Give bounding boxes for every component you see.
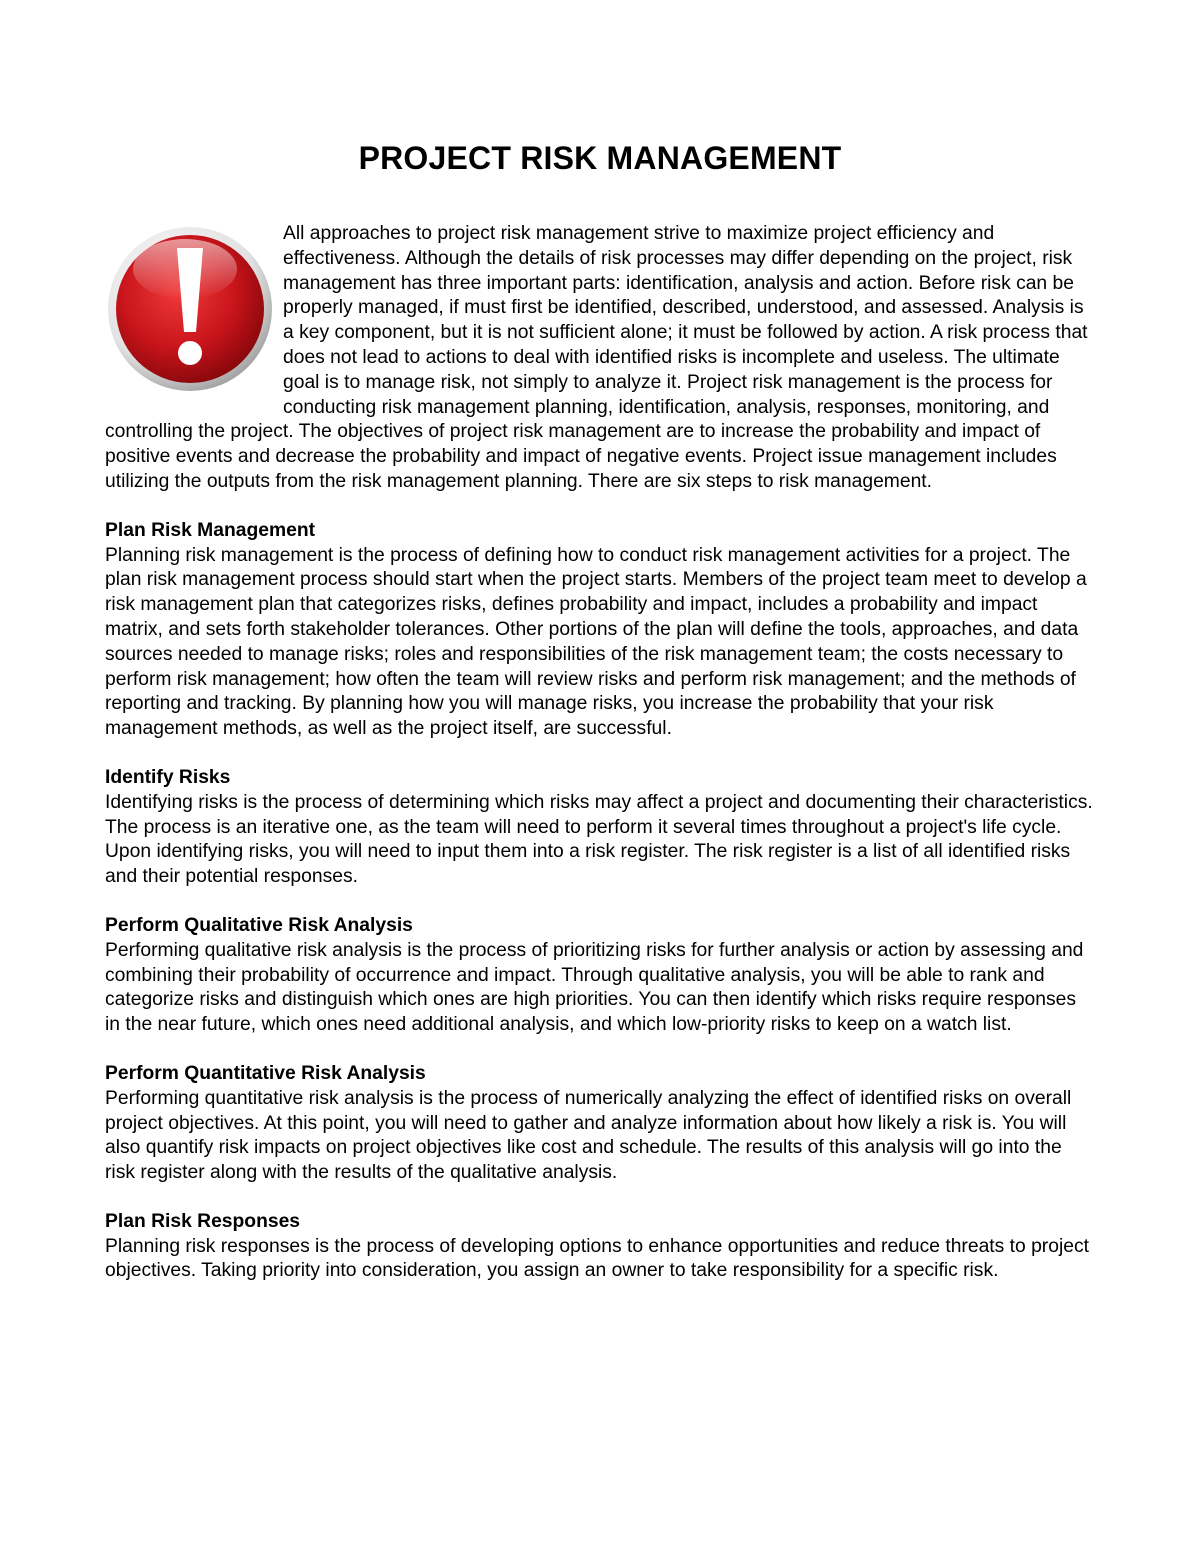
section-heading: Plan Risk Responses (105, 1210, 301, 1232)
section-heading: Plan Risk Management (105, 519, 316, 541)
section-quantitative-analysis (105, 1038, 1095, 1186)
section-plan-risk-management (105, 495, 1095, 742)
section-body: Identifying risks is the process of determining which risks may affect a project and documenting their characteristics. The process is an iterative one, as the team will need to perform it several times throughout a project's life cycle. Upon identifying risks, you will need to input them into a risk register. The risk register is a list of all identified risks and their potential responses. (105, 791, 1093, 888)
section-plan-risk-responses (105, 1186, 1095, 1284)
document-body (105, 222, 1095, 1284)
section-heading: Perform Quantitative Risk Analysis (105, 1062, 426, 1084)
page-title: PROJECT RISK MANAGEMENT (358, 140, 842, 176)
section-body: Performing quantitative risk analysis is the process of numerically analyzing the effect of identified risks on overall project objectives. At this point, you will need to gather and analyze information about how likely a risk is. You will also quantify risk impacts on project objectives like cost and schedule. The results of this analysis will go into the risk register along with the results of the qualitative analysis. (105, 1087, 1072, 1184)
section-body: Performing qualitative risk analysis is the process of prioritizing risks for further analysis or action by assessing and combining their probability of occurrence and impact. Through qualitative analysis, you will be able to rank and categorize risks and distinguish which ones are high priorities. You can then identify which risks require responses in the near future, which ones need additional analysis, and which low-priority risks to keep on a watch list. (105, 939, 1084, 1036)
section-identify-risks (105, 742, 1095, 890)
intro-paragraph: All approaches to project risk management strive to maximize project efficiency and effectiveness. Although the details of risk processes may differ depending on the project, risk management has three important parts: identification, analysis and action. Before risk can be properly managed, if must first be identified, described, understood, and assessed. Analysis is a key component, but it is not sufficient alone; it must be followed by action. A risk process that does not lead to actions to deal with identified risks is incomplete and useless. The ultimate goal is to manage risk, not simply to analyze it. Project risk management is the process for conducting risk management planning, identification, analysis, responses, monitoring, and controlling the project. The objectives of project risk management are to increase the probability and impact of positive events and decrease the probability and impact of negative events. Project issue management includes utilizing the outputs from the risk management planning. There are six steps to risk management. (105, 223, 1088, 492)
section-heading: Perform Qualitative Risk Analysis (105, 914, 413, 936)
exclamation-alert-icon (105, 224, 283, 396)
section-body: Planning risk management is the process of defining how to conduct risk management activities for a project. The plan risk management process should start when the project starts. Members of the project team meet to develop a risk management plan that categorizes risks, defines probability and impact, includes a probability and impact matrix, and sets forth stakeholder tolerances. Other portions of the plan will define the tools, approaches, and data sources needed to manage risks; roles and responsibilities of the risk management team; the costs necessary to perform risk management; how often the team will review risks and perform risk management; and the methods of reporting and tracking. By planning how you will manage risks, you increase the probability that your risk management methods, as well as the project itself, are successful. (105, 544, 1087, 740)
section-qualitative-analysis (105, 890, 1095, 1038)
section-body: Planning risk responses is the process of developing options to enhance opportunities and reduce threats to project objectives. Taking priority into consideration, you assign an owner to take responsibility for a specific risk. (105, 1235, 1089, 1282)
section-heading: Identify Risks (105, 766, 231, 788)
